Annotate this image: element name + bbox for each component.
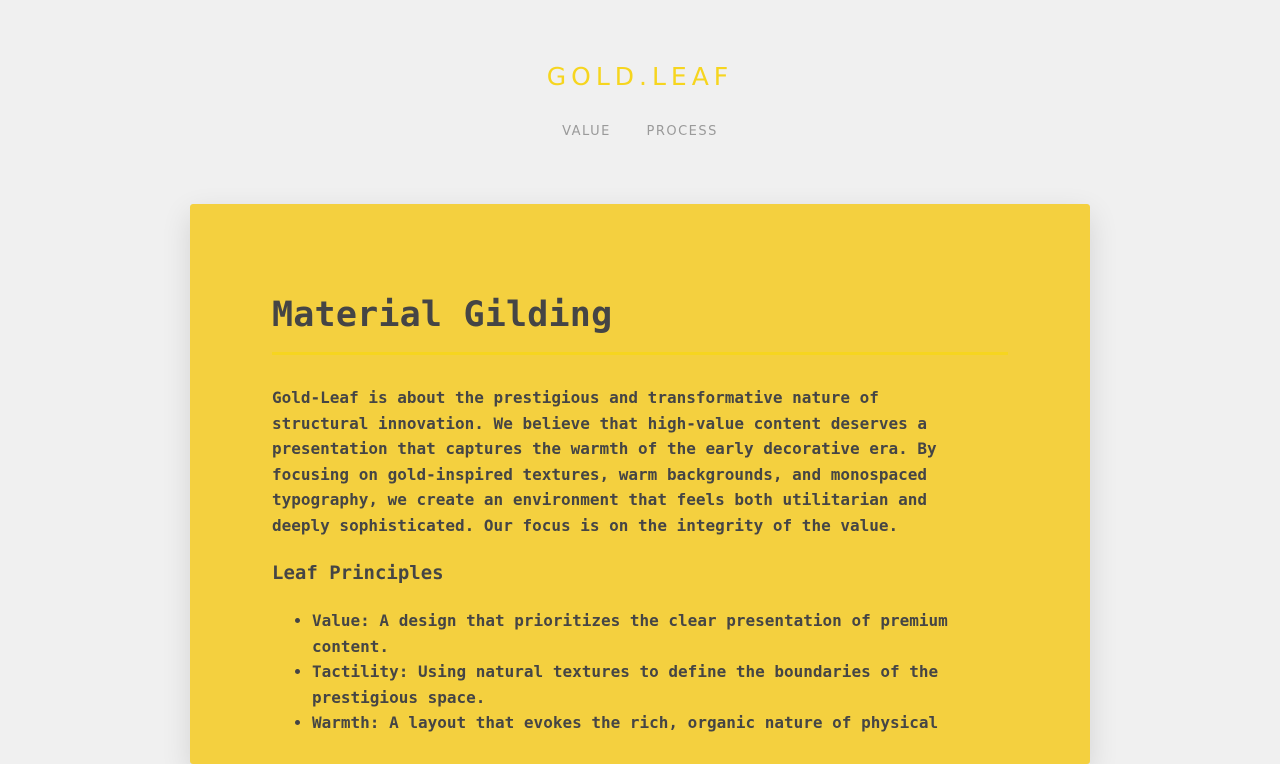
site-header bbox=[0, 0, 1280, 200]
section-heading: Leaf Principles bbox=[272, 562, 444, 584]
article-intro: Gold-Leaf is about the prestigious and transformative nature of structural innovation. We believe that high-value content deserves a presentation that captures the warmth of the early decorative era. By focusing on gold-inspired textures, warm backgrounds, and monospaced typography, we create an environment that feels both utilitarian and deeply sophisticated. Our focus is on the integrity of the value. bbox=[272, 388, 937, 535]
article-title: Material Gilding bbox=[272, 292, 1008, 355]
list-item: • Value: A design that prioritizes the clear presentation of premium content. bbox=[312, 608, 992, 659]
list-item: • Tactility: Using natural textures to define the boundaries of the prestigious space. bbox=[312, 659, 992, 710]
list-item: • Warmth: A layout that evokes the rich, organic nature of physical bbox=[312, 710, 992, 736]
content-card bbox=[190, 204, 1090, 764]
site-logo[interactable]: GOLD.LEAF bbox=[546, 62, 734, 91]
principles-list bbox=[272, 608, 992, 736]
nav-link-process[interactable]: PROCESS bbox=[646, 124, 718, 139]
article-content bbox=[272, 292, 1008, 736]
main-nav bbox=[0, 124, 1280, 139]
nav-link-value[interactable]: VALUE bbox=[562, 124, 611, 139]
